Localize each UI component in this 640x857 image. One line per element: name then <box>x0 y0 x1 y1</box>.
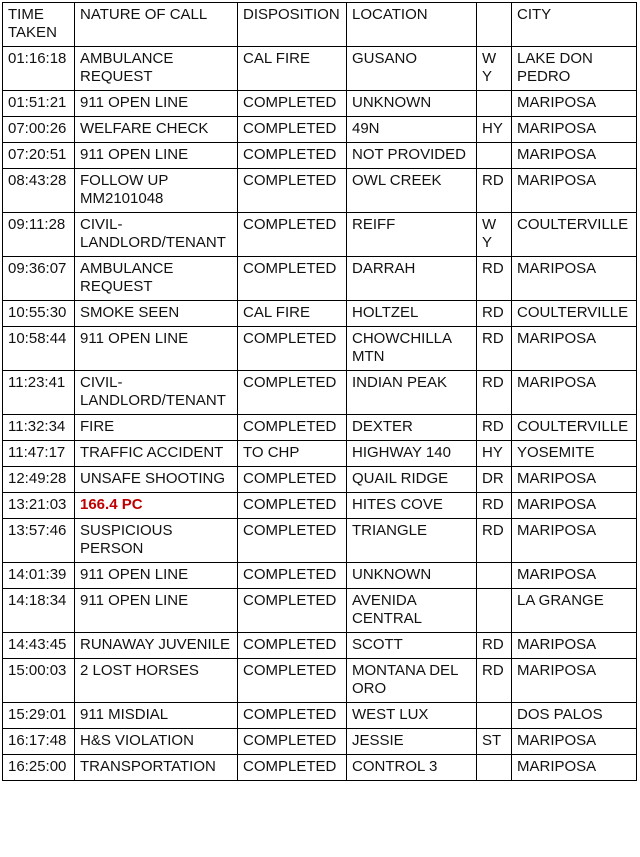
cell-suffix: RD <box>477 327 512 371</box>
cell-city: MARIPOSA <box>512 467 637 493</box>
cell-location: AVENIDA CENTRAL <box>347 589 477 633</box>
cell-city: COULTERVILLE <box>512 415 637 441</box>
cell-nature: RUNAWAY JUVENILE <box>75 633 238 659</box>
cell-location: INDIAN PEAK <box>347 371 477 415</box>
cell-nature: 911 OPEN LINE <box>75 563 238 589</box>
table-row <box>3 441 637 467</box>
table-row <box>3 493 637 519</box>
table-row <box>3 633 637 659</box>
cell-disposition: COMPLETED <box>238 117 347 143</box>
cell-time: 14:43:45 <box>3 633 75 659</box>
cell-city: MARIPOSA <box>512 659 637 703</box>
cell-nature: 911 OPEN LINE <box>75 143 238 169</box>
cell-city: MARIPOSA <box>512 729 637 755</box>
cell-location: DEXTER <box>347 415 477 441</box>
call-log-body <box>3 3 637 781</box>
table-row <box>3 117 637 143</box>
cell-city: DOS PALOS <box>512 703 637 729</box>
cell-location: REIFF <box>347 213 477 257</box>
header-city: CITY <box>512 3 637 47</box>
cell-location: HITES COVE <box>347 493 477 519</box>
cell-location: CHOWCHILLA MTN <box>347 327 477 371</box>
cell-location: DARRAH <box>347 257 477 301</box>
cell-nature: SMOKE SEEN <box>75 301 238 327</box>
cell-time: 15:00:03 <box>3 659 75 703</box>
cell-time: 09:36:07 <box>3 257 75 301</box>
table-row <box>3 519 637 563</box>
cell-location: GUSANO <box>347 47 477 91</box>
cell-city: MARIPOSA <box>512 493 637 519</box>
cell-location: QUAIL RIDGE <box>347 467 477 493</box>
cell-disposition: COMPLETED <box>238 415 347 441</box>
table-row <box>3 257 637 301</box>
cell-disposition: COMPLETED <box>238 257 347 301</box>
cell-location: CONTROL 3 <box>347 755 477 781</box>
table-row <box>3 143 637 169</box>
table-row <box>3 327 637 371</box>
table-row <box>3 563 637 589</box>
cell-disposition: COMPLETED <box>238 169 347 213</box>
cell-time: 01:51:21 <box>3 91 75 117</box>
header-nature: NATURE OF CALL <box>75 3 238 47</box>
cell-nature: 166.4 PC <box>75 493 238 519</box>
table-row <box>3 589 637 633</box>
cell-nature: AMBULANCE REQUEST <box>75 47 238 91</box>
cell-city: MARIPOSA <box>512 169 637 213</box>
cell-time: 11:32:34 <box>3 415 75 441</box>
cell-disposition: COMPLETED <box>238 493 347 519</box>
cell-city: YOSEMITE <box>512 441 637 467</box>
cell-time: 14:18:34 <box>3 589 75 633</box>
cell-time: 11:47:17 <box>3 441 75 467</box>
cell-location: UNKNOWN <box>347 563 477 589</box>
cell-suffix: RD <box>477 169 512 213</box>
cell-disposition: COMPLETED <box>238 519 347 563</box>
cell-disposition: COMPLETED <box>238 371 347 415</box>
header-suffix <box>477 3 512 47</box>
cell-time: 09:11:28 <box>3 213 75 257</box>
cell-suffix <box>477 563 512 589</box>
cell-city: MARIPOSA <box>512 755 637 781</box>
cell-city: COULTERVILLE <box>512 213 637 257</box>
cell-nature: AMBULANCE REQUEST <box>75 257 238 301</box>
cell-disposition: CAL FIRE <box>238 47 347 91</box>
cell-nature: CIVIL-LANDLORD/TENANT <box>75 371 238 415</box>
cell-nature: FIRE <box>75 415 238 441</box>
cell-disposition: TO CHP <box>238 441 347 467</box>
cell-location: MONTANA DEL ORO <box>347 659 477 703</box>
cell-suffix <box>477 91 512 117</box>
cell-disposition: COMPLETED <box>238 729 347 755</box>
table-row <box>3 659 637 703</box>
cell-time: 15:29:01 <box>3 703 75 729</box>
cell-nature: 911 OPEN LINE <box>75 589 238 633</box>
cell-time: 11:23:41 <box>3 371 75 415</box>
cell-disposition: CAL FIRE <box>238 301 347 327</box>
header-location: LOCATION <box>347 3 477 47</box>
cell-disposition: COMPLETED <box>238 755 347 781</box>
cell-time: 08:43:28 <box>3 169 75 213</box>
cell-time: 10:58:44 <box>3 327 75 371</box>
header-disposition: DISPOSITION <box>238 3 347 47</box>
cell-time: 14:01:39 <box>3 563 75 589</box>
cell-disposition: COMPLETED <box>238 143 347 169</box>
cell-suffix: WY <box>477 47 512 91</box>
cell-city: MARIPOSA <box>512 117 637 143</box>
table-row <box>3 467 637 493</box>
cell-disposition: COMPLETED <box>238 327 347 371</box>
header-row <box>3 3 637 47</box>
cell-nature: WELFARE CHECK <box>75 117 238 143</box>
cell-suffix: RD <box>477 633 512 659</box>
cell-location: HIGHWAY 140 <box>347 441 477 467</box>
cell-nature: 911 OPEN LINE <box>75 327 238 371</box>
cell-disposition: COMPLETED <box>238 467 347 493</box>
table-row <box>3 755 637 781</box>
table-row <box>3 213 637 257</box>
table-row <box>3 169 637 213</box>
cell-suffix: RD <box>477 371 512 415</box>
cell-nature: TRANSPORTATION <box>75 755 238 781</box>
cell-location: UNKNOWN <box>347 91 477 117</box>
cell-city: COULTERVILLE <box>512 301 637 327</box>
cell-location: WEST LUX <box>347 703 477 729</box>
call-log-table <box>2 2 637 781</box>
table-row <box>3 301 637 327</box>
cell-time: 12:49:28 <box>3 467 75 493</box>
cell-city: MARIPOSA <box>512 257 637 301</box>
cell-location: 49N <box>347 117 477 143</box>
cell-suffix <box>477 143 512 169</box>
cell-suffix: DR <box>477 467 512 493</box>
cell-city: LAKE DON PEDRO <box>512 47 637 91</box>
cell-disposition: COMPLETED <box>238 91 347 117</box>
table-row <box>3 703 637 729</box>
cell-suffix: RD <box>477 257 512 301</box>
cell-time: 01:16:18 <box>3 47 75 91</box>
cell-nature: 2 LOST HORSES <box>75 659 238 703</box>
cell-location: OWL CREEK <box>347 169 477 213</box>
cell-city: MARIPOSA <box>512 633 637 659</box>
cell-suffix <box>477 589 512 633</box>
cell-nature: H&S VIOLATION <box>75 729 238 755</box>
cell-location: HOLTZEL <box>347 301 477 327</box>
cell-location: NOT PROVIDED <box>347 143 477 169</box>
table-row <box>3 47 637 91</box>
cell-disposition: COMPLETED <box>238 659 347 703</box>
cell-location: TRIANGLE <box>347 519 477 563</box>
cell-city: LA GRANGE <box>512 589 637 633</box>
cell-suffix: RD <box>477 493 512 519</box>
cell-nature: UNSAFE SHOOTING <box>75 467 238 493</box>
cell-suffix <box>477 755 512 781</box>
cell-disposition: COMPLETED <box>238 563 347 589</box>
cell-suffix: RD <box>477 415 512 441</box>
cell-time: 13:57:46 <box>3 519 75 563</box>
table-row <box>3 91 637 117</box>
cell-suffix <box>477 703 512 729</box>
cell-time: 13:21:03 <box>3 493 75 519</box>
cell-nature: TRAFFIC ACCIDENT <box>75 441 238 467</box>
cell-nature: 911 OPEN LINE <box>75 91 238 117</box>
cell-suffix: WY <box>477 213 512 257</box>
cell-disposition: COMPLETED <box>238 633 347 659</box>
cell-suffix: ST <box>477 729 512 755</box>
cell-time: 10:55:30 <box>3 301 75 327</box>
cell-location: SCOTT <box>347 633 477 659</box>
cell-suffix: RD <box>477 301 512 327</box>
cell-time: 16:17:48 <box>3 729 75 755</box>
cell-nature: CIVIL-LANDLORD/TENANT <box>75 213 238 257</box>
table-row <box>3 371 637 415</box>
cell-city: MARIPOSA <box>512 143 637 169</box>
cell-city: MARIPOSA <box>512 371 637 415</box>
cell-time: 07:20:51 <box>3 143 75 169</box>
cell-nature: SUSPICIOUS PERSON <box>75 519 238 563</box>
cell-suffix: RD <box>477 519 512 563</box>
cell-city: MARIPOSA <box>512 91 637 117</box>
cell-suffix: HY <box>477 441 512 467</box>
cell-time: 07:00:26 <box>3 117 75 143</box>
cell-location: JESSIE <box>347 729 477 755</box>
cell-disposition: COMPLETED <box>238 213 347 257</box>
table-row <box>3 729 637 755</box>
cell-time: 16:25:00 <box>3 755 75 781</box>
cell-disposition: COMPLETED <box>238 703 347 729</box>
cell-city: MARIPOSA <box>512 327 637 371</box>
table-row <box>3 415 637 441</box>
cell-disposition: COMPLETED <box>238 589 347 633</box>
cell-nature: FOLLOW UP MM2101048 <box>75 169 238 213</box>
cell-city: MARIPOSA <box>512 519 637 563</box>
cell-suffix: RD <box>477 659 512 703</box>
cell-suffix: HY <box>477 117 512 143</box>
cell-city: MARIPOSA <box>512 563 637 589</box>
header-time: TIME TAKEN <box>3 3 75 47</box>
cell-nature: 911 MISDIAL <box>75 703 238 729</box>
